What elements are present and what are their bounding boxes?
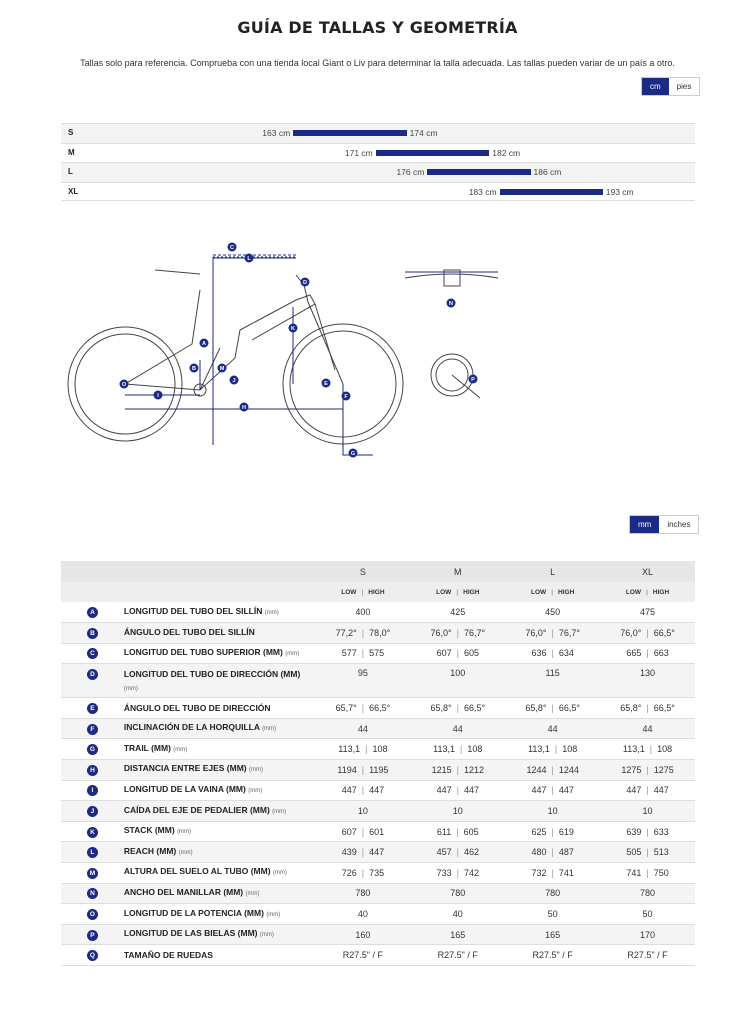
row-letter <box>61 643 124 664</box>
geometry-row-a <box>61 602 695 623</box>
geometry-row-q <box>61 945 695 966</box>
value-cell: 165 <box>450 929 466 940</box>
value-cell: 447 | 447 <box>531 785 574 796</box>
value-cell: 1275 | 1275 <box>621 764 674 775</box>
value-cell: 40 <box>357 909 368 920</box>
row-letter <box>61 821 124 842</box>
diagram-letter-o: O <box>121 382 127 388</box>
value-cell: 76,0° | 76,7° <box>525 627 580 638</box>
letter-badge: F <box>87 724 98 735</box>
value-cell: 40 <box>452 909 463 920</box>
value-cell: 165 <box>545 929 561 940</box>
low-high-header-row <box>61 582 695 602</box>
diagram-letter-f: F <box>344 394 348 400</box>
diagram-letter-k: K <box>291 326 295 332</box>
geometry-table <box>61 561 695 966</box>
letter-badge: D <box>87 669 98 680</box>
value-cell: 50 <box>547 909 558 920</box>
blank-header <box>61 582 124 602</box>
value-cell: R27.5" / F <box>532 950 573 961</box>
value-cell: 505 | 513 <box>626 847 669 858</box>
row-letter <box>61 602 124 623</box>
value-cell: 113,1 | 108 <box>622 744 673 755</box>
geometry-row-k <box>61 821 695 842</box>
low-high-header: LOW | HIGH <box>410 582 505 602</box>
letter-badge: K <box>87 827 98 838</box>
diagram-letter-e: E <box>324 381 328 387</box>
min-height-label: 163 cm <box>262 128 291 138</box>
geometry-row-h <box>61 760 695 781</box>
row-letter <box>61 664 124 698</box>
row-label: LONGITUD DEL TUBO DEL SILLÍN (mm) <box>123 605 279 616</box>
geometry-row-p <box>61 924 695 945</box>
value-cell: 439 | 447 <box>341 847 385 858</box>
diagram-letter-i: I <box>157 393 159 399</box>
value-cell: 10 <box>452 806 463 817</box>
diagram-letter-b: B <box>192 366 196 372</box>
value-cell: 733 | 742 <box>436 867 479 878</box>
value-cell: 130 <box>640 668 656 679</box>
value-cell: 607 | 605 <box>436 648 479 659</box>
geometry-row-b <box>61 623 695 644</box>
low-high-header: LOW | HIGH <box>505 582 600 602</box>
size-label: M <box>68 147 75 157</box>
row-label: DISTANCIA ENTRE EJES (MM) (mm) <box>123 763 263 774</box>
value-cell: 665 | 663 <box>626 648 669 659</box>
low-high-header: LOW | HIGH <box>600 582 695 602</box>
size-header-row <box>61 561 695 582</box>
value-cell: 44 <box>642 723 653 734</box>
value-cell: 115 <box>545 668 560 679</box>
value-cell: 726 | 735 <box>341 867 385 878</box>
size-column-header: L <box>505 561 600 582</box>
inches-button[interactable]: inches <box>659 516 698 533</box>
size-row-xl <box>61 182 695 202</box>
height-range-bar <box>376 150 490 156</box>
size-label: L <box>68 167 73 176</box>
max-height-label: 174 cm <box>409 128 438 138</box>
low-high-header: LOW | HIGH <box>315 582 410 602</box>
size-column-header: S <box>315 561 410 582</box>
value-cell: 10 <box>642 806 653 817</box>
geometry-row-l <box>61 842 695 863</box>
value-cell: 480 | 487 <box>531 847 574 858</box>
letter-badge: O <box>87 909 98 920</box>
value-cell: 100 <box>450 668 466 679</box>
value-cell: 625 | 619 <box>531 826 574 837</box>
row-letter <box>61 945 124 966</box>
letter-badge: E <box>87 703 98 714</box>
diagram-letter-p: P <box>471 377 475 383</box>
size-column-header: XL <box>600 561 695 582</box>
value-cell: 50 <box>642 909 653 920</box>
value-cell: 447 | 447 <box>626 785 669 796</box>
min-height-label: 176 cm <box>396 167 425 177</box>
geometry-row-j <box>61 801 695 822</box>
size-column-header: M <box>410 561 505 582</box>
row-label: LONGITUD DE LA VAINA (MM) (mm) <box>123 783 263 794</box>
cm-button[interactable]: cm <box>642 78 669 95</box>
value-cell: 450 <box>545 607 561 618</box>
letter-badge: P <box>87 930 98 941</box>
geometry-row-g <box>61 739 695 760</box>
row-label: ÁNGULO DEL TUBO DE DIRECCIÓN <box>123 702 271 713</box>
letter-badge: J <box>87 806 98 817</box>
page-subtitle: Tallas solo para referencia. Comprueba con una tienda local Giant o Liv para determinar la talla adecuada. Las tallas pueden variar de un país a otro. <box>80 58 675 68</box>
row-letter <box>61 863 124 884</box>
row-label: LONGITUD DEL TUBO SUPERIOR (MM) (mm) <box>123 646 300 657</box>
geometry-row-d <box>61 664 695 698</box>
row-letter <box>61 718 124 739</box>
diagram-letter-a: A <box>202 341 206 347</box>
row-label: INCLINACIÓN DE LA HORQUILLA (mm) <box>123 722 277 733</box>
value-cell: 77,2° | 78,0° <box>335 627 391 638</box>
letter-badge: B <box>87 628 98 639</box>
diagram-letter-d: D <box>303 280 307 286</box>
diagram-letter-m: M <box>219 366 225 372</box>
geometry-row-n <box>61 883 695 904</box>
row-label: TAMAÑO DE RUEDAS <box>123 949 213 960</box>
value-cell: 577 | 575 <box>341 648 385 659</box>
value-cell: 400 <box>355 607 371 618</box>
geometry-row-o <box>61 904 695 925</box>
value-cell: 113,1 | 108 <box>433 744 483 755</box>
value-cell: 475 <box>640 607 656 618</box>
row-letter <box>61 698 124 719</box>
value-cell: 44 <box>357 723 368 734</box>
row-letter <box>61 842 124 863</box>
geometry-row-e <box>61 698 695 719</box>
value-cell: 76,0° | 66,5° <box>620 627 675 638</box>
diagram-letter-g: G <box>350 451 356 457</box>
letter-badge: N <box>87 888 98 899</box>
row-letter <box>61 801 124 822</box>
row-label: CAÍDA DEL EJE DE PEDALIER (MM) (mm) <box>123 804 287 815</box>
letter-badge: M <box>87 868 98 879</box>
value-cell: 636 | 634 <box>531 648 574 659</box>
row-label: REACH (MM) (mm) <box>123 845 193 856</box>
diagram-letter-l: L <box>247 256 251 262</box>
value-cell: 780 <box>545 888 561 899</box>
diagram-letter-c: C <box>230 245 234 251</box>
letter-badge: C <box>87 648 98 659</box>
row-label: LONGITUD DEL TUBO DE DIRECCIÓN (MM) (mm) <box>123 669 301 693</box>
value-cell: 65,8° | 66,5° <box>620 703 675 714</box>
row-label: STACK (MM) (mm) <box>123 825 192 836</box>
row-letter <box>61 623 124 644</box>
value-cell: 10 <box>547 806 558 817</box>
max-height-label: 193 cm <box>605 186 634 197</box>
value-cell: 44 <box>547 723 558 734</box>
row-label: ÁNGULO DEL TUBO DEL SILLÍN <box>123 627 255 638</box>
max-height-label: 182 cm <box>492 147 521 158</box>
value-cell: 113,1 | 108 <box>338 744 388 755</box>
value-cell: 170 <box>640 929 656 940</box>
rider-height-chart <box>61 123 695 201</box>
geometry-row-c <box>61 643 695 664</box>
value-cell: 1215 | 1212 <box>431 764 484 775</box>
value-cell: 780 <box>640 888 656 899</box>
value-cell: 639 | 633 <box>626 826 669 837</box>
size-label: XL <box>68 186 79 196</box>
blank-header <box>124 582 316 602</box>
row-label: ANCHO DEL MANILLAR (MM) (mm) <box>123 886 260 897</box>
height-unit-toggle <box>641 77 700 96</box>
row-letter <box>61 780 124 801</box>
size-row-m <box>61 143 695 163</box>
row-label: TRAIL (MM) (mm) <box>123 742 188 753</box>
row-letter <box>61 924 124 945</box>
value-cell: 447 | 447 <box>436 785 479 796</box>
value-cell: 160 <box>355 929 371 940</box>
row-letter <box>61 883 124 904</box>
size-label: S <box>68 128 74 137</box>
max-height-label: 186 cm <box>533 167 562 177</box>
value-cell: 1194 | 1195 <box>337 764 389 775</box>
row-label: LONGITUD DE LA POTENCIA (MM) (mm) <box>123 907 281 918</box>
size-row-s <box>61 123 695 143</box>
blank-header <box>124 561 316 582</box>
size-row-l <box>61 162 695 182</box>
value-cell: 76,0° | 76,7° <box>430 627 486 638</box>
row-letter <box>61 904 124 925</box>
value-cell: 780 <box>355 888 371 899</box>
value-cell: R27.5" / F <box>437 950 478 961</box>
bike-geometry-diagram <box>60 230 520 465</box>
mm-button[interactable]: mm <box>630 516 659 533</box>
value-cell: 65,7° | 66,5° <box>335 703 391 714</box>
value-cell: 732 | 741 <box>531 867 574 878</box>
min-height-label: 183 cm <box>468 186 497 197</box>
geometry-row-f <box>61 718 695 739</box>
value-cell: 10 <box>357 806 368 817</box>
value-cell: 611 | 605 <box>436 826 479 837</box>
value-cell: 741 | 750 <box>626 867 669 878</box>
letter-badge: Q <box>87 950 98 961</box>
value-cell: 447 | 447 <box>341 785 385 796</box>
height-range-bar <box>293 130 407 136</box>
value-cell: 780 <box>450 888 466 899</box>
row-letter <box>61 739 124 760</box>
value-cell: 1244 | 1244 <box>526 764 579 775</box>
blank-header <box>61 561 124 582</box>
row-letter <box>61 760 124 781</box>
row-label: LONGITUD DE LAS BIELAS (MM) (mm) <box>123 928 274 939</box>
letter-badge: A <box>87 607 98 618</box>
geometry-row-m <box>61 863 695 884</box>
letter-badge: H <box>87 765 98 776</box>
geometry-unit-toggle <box>629 515 699 534</box>
letter-badge: I <box>87 785 98 796</box>
diagram-letter-j: J <box>232 378 236 384</box>
min-height-label: 171 cm <box>344 147 373 158</box>
value-cell: 65,8° | 66,5° <box>525 703 580 714</box>
value-cell: 425 <box>450 607 466 618</box>
row-label: ALTURA DEL SUELO AL TUBO (MM) (mm) <box>123 866 287 877</box>
value-cell: R27.5" / F <box>627 950 668 961</box>
height-range-bar <box>427 169 530 175</box>
diagram-letter-h: H <box>242 405 246 411</box>
page-title: GUÍA DE TALLAS Y GEOMETRÍA <box>237 18 518 37</box>
feet-button[interactable]: pies <box>669 78 700 95</box>
height-range-bar <box>500 189 603 195</box>
value-cell: 44 <box>452 723 463 734</box>
diagram-letter-n: N <box>449 301 453 307</box>
letter-badge: G <box>87 744 98 755</box>
value-cell: 607 | 601 <box>341 826 385 837</box>
value-cell: 457 | 462 <box>436 847 479 858</box>
geometry-row-i <box>61 780 695 801</box>
value-cell: 95 <box>357 668 368 679</box>
value-cell: 65,8° | 66,5° <box>430 703 486 714</box>
value-cell: R27.5" / F <box>342 950 383 961</box>
letter-badge: L <box>87 847 98 858</box>
value-cell: 113,1 | 108 <box>528 744 578 755</box>
